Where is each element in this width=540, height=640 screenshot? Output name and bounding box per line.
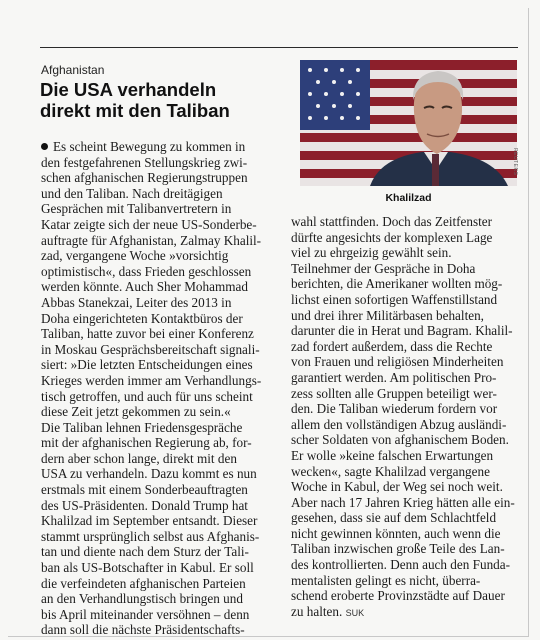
body-text: dern aber schon lange, direkt mit den — [41, 450, 237, 466]
body-text-line — [41, 513, 279, 529]
body-text: den festgefahrenen Stellungskrieg zwi- — [41, 154, 248, 170]
body-text: wahl stattfinden. Doch das Zeitfenster — [291, 214, 493, 229]
body-text: darunter die in Herat und Bagram. Khalil- — [291, 323, 513, 339]
author-signature: SUK — [345, 607, 365, 618]
body-text-line — [41, 186, 279, 202]
body-text-line — [41, 233, 279, 249]
body-text: an den Verhandlungstisch bringen und — [41, 591, 243, 607]
body-text: schen afghanischen Regierungstruppen — [41, 170, 248, 186]
article-photo — [300, 60, 517, 186]
body-text-line — [291, 292, 519, 308]
body-text-line — [41, 139, 279, 155]
body-text-line — [41, 404, 279, 420]
body-text-line — [41, 420, 279, 436]
body-text-line — [41, 373, 279, 389]
body-text-line — [291, 557, 519, 573]
body-text-line — [291, 276, 519, 292]
body-text-line — [41, 482, 279, 498]
body-text: mit der afghanischen Regierung ab, for- — [41, 435, 252, 451]
body-text-line — [291, 479, 519, 495]
body-text: siert: »Die letzten Entscheidungen eines — [41, 357, 253, 373]
body-text: schend eroberte Provinzstädte auf Dauer — [291, 588, 505, 604]
body-text-line — [291, 401, 519, 417]
body-text-line — [291, 526, 519, 542]
body-text-line — [291, 230, 519, 246]
body-text: zad, vergangene Woche »vorsichtig — [41, 248, 229, 264]
body-text-line — [41, 342, 279, 358]
bullet-icon — [41, 143, 48, 150]
body-text-line — [291, 464, 519, 480]
body-text: berichten, die Amerikaner wollten mög- — [291, 276, 503, 292]
body-text-line — [41, 295, 279, 311]
body-text-line — [41, 326, 279, 342]
body-text-line — [41, 279, 279, 295]
body-text-line — [291, 214, 519, 230]
body-text: Die Taliban lehnen Friedensgespräche — [41, 419, 243, 435]
body-text-line — [291, 510, 519, 526]
body-text: und den Taliban. Nach dreitägigen — [41, 185, 223, 201]
top-rule — [40, 47, 518, 48]
body-text-line — [291, 308, 519, 324]
body-text: erstmals mit einem Sonderbeauftragten — [41, 482, 248, 498]
body-text-line — [291, 573, 519, 589]
body-text: dann soll die nächste Präsidentschafts- — [41, 622, 245, 638]
body-text-line — [41, 389, 279, 405]
body-text-line — [41, 576, 279, 592]
body-text: in Moskau Gesprächsbereitschaft signali- — [41, 341, 260, 357]
body-text: Doha eingerichteten Kontaktbüros der — [41, 310, 243, 326]
body-text: Krieges werden immer am Verhandlungs- — [41, 372, 262, 388]
body-text: Taliban, hatte zuvor bei einer Konferenz — [41, 326, 254, 342]
body-text-line — [291, 245, 519, 261]
body-text: Gesprächen mit Talibanvertretern in — [41, 201, 232, 217]
headline-line-1: Die USA verhandeln — [40, 79, 217, 100]
photo-credit: REUTERS — [512, 148, 518, 176]
article-column-1 — [41, 139, 279, 638]
body-text-line — [291, 386, 519, 402]
body-text: garantiert werden. Am politischen Pro- — [291, 369, 497, 385]
body-text-line — [41, 311, 279, 327]
body-text-line — [41, 264, 279, 280]
body-text: und drei ihrer Militärbasen behalten, — [291, 307, 484, 323]
body-text: den. Die Taliban wiederum fordern vor — [291, 401, 498, 417]
body-text: zad fordert außerdem, dass die Rechte — [291, 338, 493, 354]
body-text: wecken«, sagte Khalilzad vergangene — [291, 463, 490, 479]
body-text: Aber nach 17 Jahren Krieg hätten alle ein- — [291, 494, 515, 510]
body-text: des kontrollierten. Denn auch den Funda- — [291, 557, 510, 573]
body-text: optimistisch«, dass Frieden geschlossen — [41, 263, 252, 279]
body-text: Abbas Stanekzai, Leiter des 2013 in — [41, 294, 232, 310]
body-text: diese Zeit jetzt gekommen zu sein.« — [41, 404, 231, 420]
body-text: USA zu verhandeln. Dazu kommt es nun — [41, 466, 257, 482]
headline-line-2: direkt mit den Taliban — [40, 100, 230, 121]
body-text: die verfeindeten afghanischen Parteien — [41, 575, 246, 591]
body-text-line — [41, 498, 279, 514]
body-text: zu halten. — [291, 603, 346, 619]
body-text-line — [291, 432, 519, 448]
body-text: tisch getroffen, und auch für uns scheint — [41, 388, 253, 404]
body-text: Katar zeigte sich der neue US-Sonderbe- — [41, 216, 257, 232]
photo-caption: Khalilzad — [385, 192, 432, 204]
body-text-line — [291, 541, 519, 557]
body-text-line — [291, 604, 519, 620]
body-text-line — [291, 448, 519, 464]
body-text-line — [41, 622, 279, 638]
photo-illustration — [300, 60, 517, 186]
body-text: Er wolle »keine falschen Erwartungen — [291, 447, 494, 463]
body-text: allem den vollständigen Abzug ausländi- — [291, 416, 507, 432]
body-text: Teilnehmer der Gespräche in Doha — [291, 260, 476, 276]
body-text: dürfte angesichts der komplexen Lage — [291, 229, 493, 245]
body-text: werden könnte. Auch Sher Mohammad — [41, 279, 248, 295]
body-text-line — [41, 451, 279, 467]
body-text-line — [41, 217, 279, 233]
body-text-line — [291, 339, 519, 355]
body-text: von Frauen und religiösen Minderheiten — [291, 354, 504, 370]
body-text-line — [291, 323, 519, 339]
article-column-2 — [291, 214, 519, 619]
body-text-line — [41, 248, 279, 264]
body-text-line — [291, 588, 519, 604]
body-text: nicht gewinnen könnten, auch wenn die — [291, 525, 501, 541]
body-text-line — [41, 466, 279, 482]
body-text-line — [41, 357, 279, 373]
body-text-line — [41, 591, 279, 607]
body-text: bis April miteinander versöhnen – denn — [41, 606, 250, 622]
body-text-line — [41, 607, 279, 623]
body-text-line — [41, 529, 279, 545]
body-text: des US-Präsidenten. Donald Trump hat — [41, 497, 248, 513]
body-text-line — [41, 155, 279, 171]
body-text-line — [41, 201, 279, 217]
body-text: gesehen, dass sie auf dem Schlachtfeld — [291, 510, 497, 526]
body-text-line — [291, 417, 519, 433]
body-text: viel zu ehrgeizig gewählt sein. — [291, 245, 452, 261]
body-text: Es scheint Bewegung zu kommen in — [53, 139, 246, 154]
body-text: zess sollten alle Gruppen beteiligt wer- — [291, 385, 497, 401]
body-text: ban als US-Botschafter in Kabul. Er soll — [41, 560, 254, 576]
body-text-line — [291, 261, 519, 277]
body-text: auftragte für Afghanistan, Zalmay Khalil- — [41, 232, 262, 248]
body-text: lichst einen sofortigen Waffenstillstand — [291, 291, 498, 307]
body-text: stammt ursprünglich selbst aus Afghanis- — [41, 528, 260, 544]
body-text-line — [41, 560, 279, 576]
body-text-line — [291, 370, 519, 386]
body-text: Khalilzad im September entsandt. Dieser — [41, 513, 258, 529]
body-text-line — [41, 170, 279, 186]
body-text: mentalisten gelingt es nicht, überra- — [291, 572, 481, 588]
body-text-line — [41, 544, 279, 560]
article-headline — [40, 79, 290, 121]
body-text-line — [291, 354, 519, 370]
body-text: Taliban inzwischen große Teile des Lan- — [291, 541, 505, 557]
body-text-line — [291, 495, 519, 511]
body-text-line — [41, 435, 279, 451]
body-text: Woche in Kabul, der Weg sei noch weit. — [291, 479, 503, 495]
body-text: tan und diente nach dem Sturz der Tali- — [41, 544, 249, 560]
body-text: scher Soldaten von afghanischem Boden. — [291, 432, 509, 448]
article-kicker: Afghanistan — [41, 63, 105, 77]
